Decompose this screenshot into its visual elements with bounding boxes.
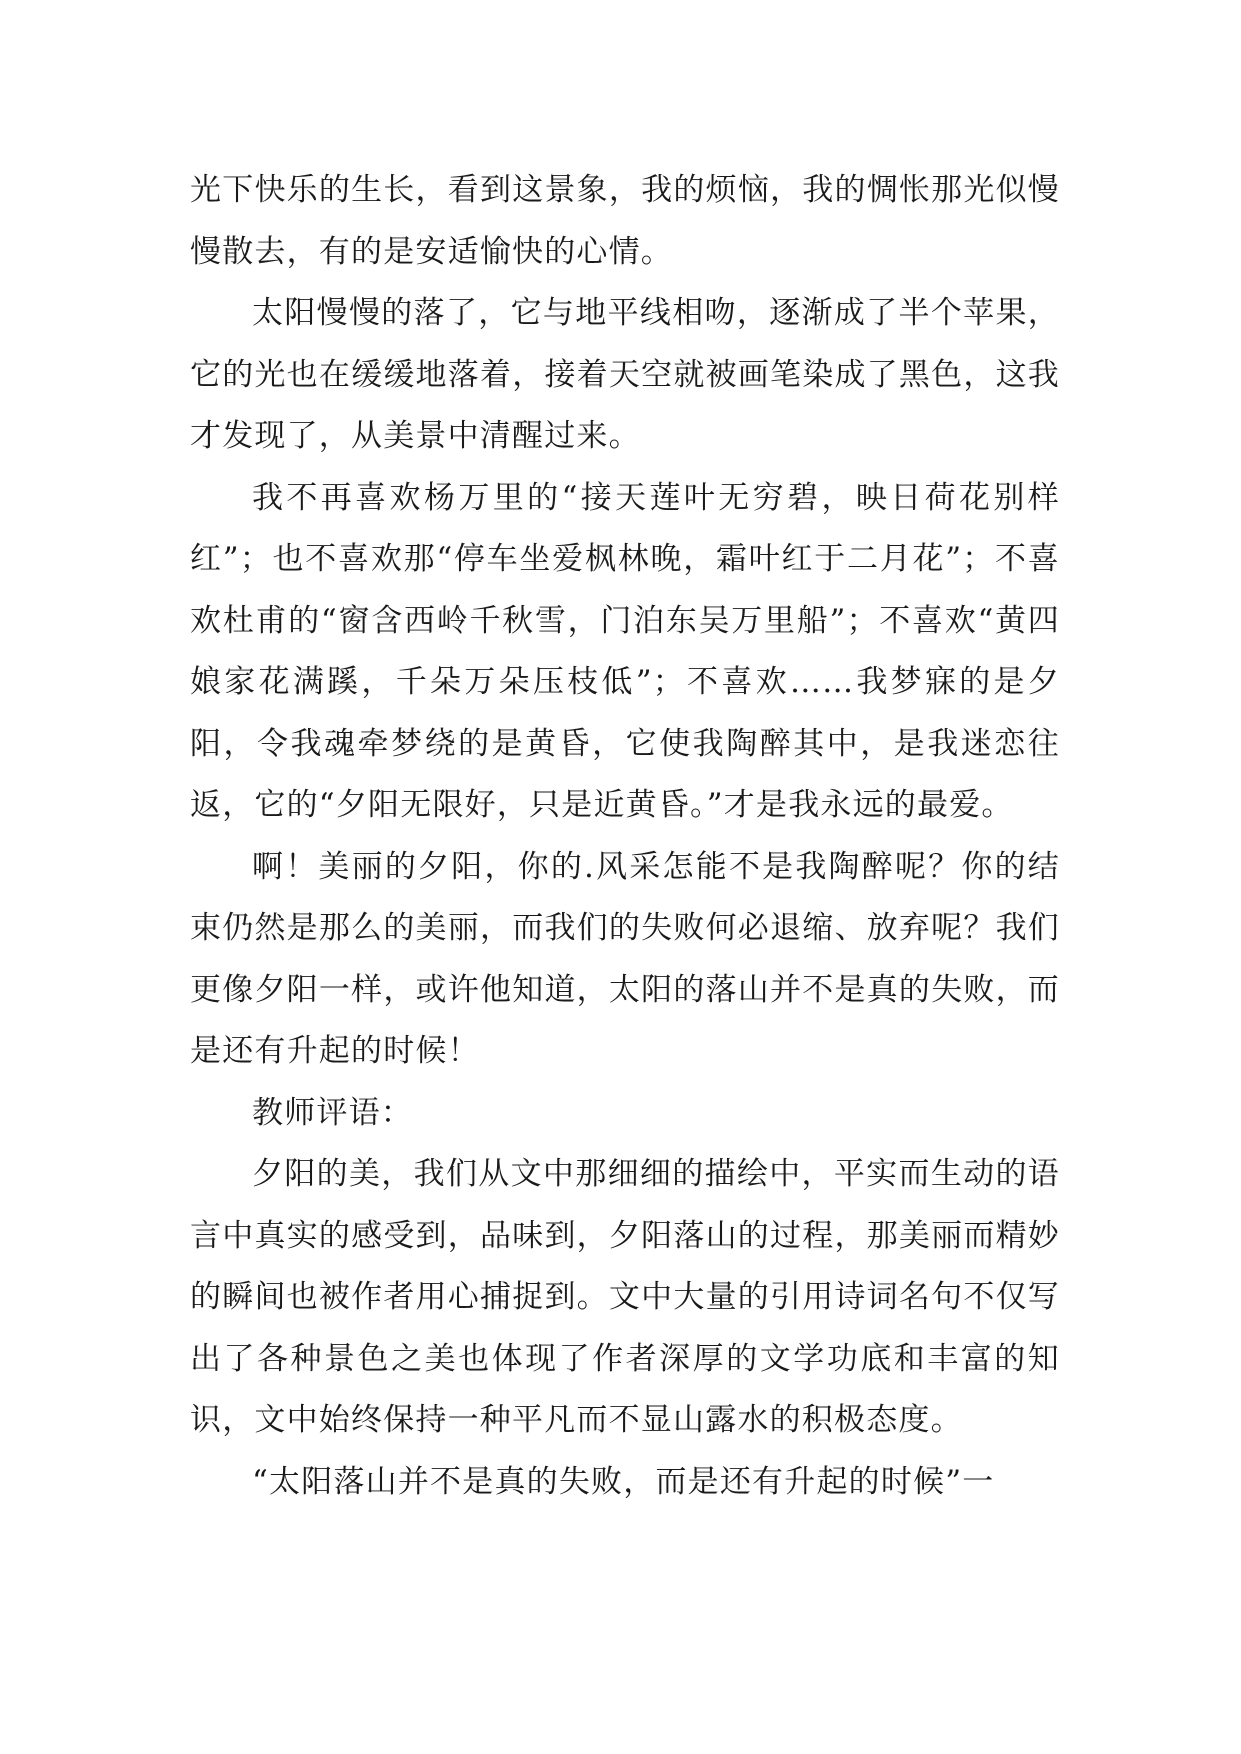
paragraph-1: 光下快乐的生长，看到这景象，我的烦恼，我的惆怅那光似慢慢散去，有的是安适愉快的心情。	[190, 172, 1060, 270]
paragraph-3: 我不再喜欢杨万里的“接天莲叶无穷碧，映日荷花别样红”；也不喜欢那“停车坐爱枫林晚，霜叶红于二月花”；不喜欢杜甫的“窗含西岭千秋雪，门泊东吴万里船”；不喜欢“黄四娘家花满蹊，千朵万朵压枝低”；不喜欢……我梦寐的是夕阳，令我魂牵梦绕的是黄昏，它使我陶醉其中，是我迷恋往返，它的“夕阳无限好，只是近黄昏。”才是我永远的最爱。	[190, 479, 1060, 823]
document-body	[190, 160, 1060, 1513]
teacher-comment-heading: 教师评语：	[252, 1094, 413, 1131]
paragraph-last: “太阳落山并不是真的失败，而是还有升起的时候”一	[252, 1463, 995, 1500]
teacher-comment-paragraph: 夕阳的美，我们从文中那细细的描绘中，平实而生动的语言中真实的感受到，品味到，夕阳落山的过程，那美丽而精妙的瞬间也被作者用心捕捉到。文中大量的引用诗词名句不仅写出了各种景色之美也体现了作者深厚的文学功底和丰富的知识，文中始终保持一种平凡而不显山露水的积极态度。	[190, 1156, 1060, 1438]
paragraph-2: 太阳慢慢的落了，它与地平线相吻，逐渐成了半个苹果，它的光也在缓缓地落着，接着天空就被画笔染成了黑色，这我才发现了，从美景中清醒过来。	[190, 295, 1060, 454]
paragraph-4: 啊！美丽的夕阳，你的.风采怎能不是我陶醉呢？你的结束仍然是那么的美丽，而我们的失败何必退缩、放弃呢？我们更像夕阳一样，或许他知道，太阳的落山并不是真的失败，而是还有升起的时候！	[190, 848, 1060, 1069]
